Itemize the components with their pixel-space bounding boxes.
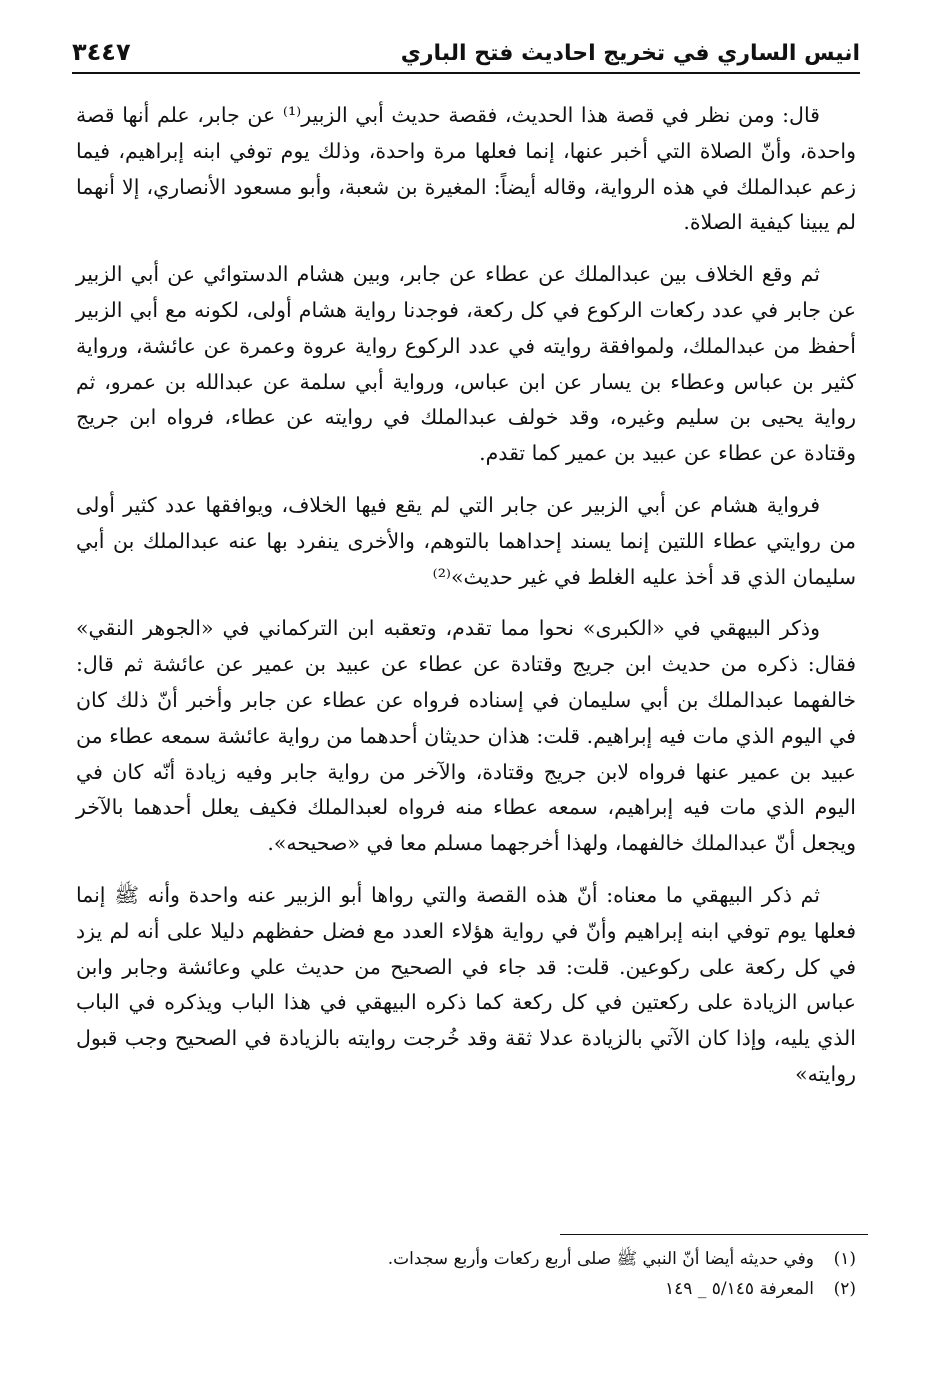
paragraph-1: قال: ومن نظر في قصة هذا الحديث، فقصة حديث أبي الزبير⁽¹⁾ عن جابر، علم أنها قصة واحدة، وأنّ الصلاة التي أخبر عنها، إنما فعلها مرة واحدة، وذلك يوم توفي ابنه إبراهيم، فيما زعم عبدالملك في هذه الرواية، وقاله أيضاً: المغيرة بن شعبة، وأبو مسعود الأنصاري، إلا أنهما لم يبينا كيفية الصلاة. xyxy=(76,103,856,235)
footnote-item xyxy=(76,1274,856,1304)
footnote-text: وفي حديثه أيضا أنّ النبي ﷺ صلى أربع ركعات وأربع سجدات. xyxy=(387,1249,814,1269)
footnotes xyxy=(76,1244,856,1304)
paragraph-2: ثم وقع الخلاف بين عبدالملك عن عطاء عن جابر، وبين هشام الدستوائي عن أبي الزبير عن جابر في عدد ركعات الركوع في كل ركعة، فوجدنا رواية هشام أولى، لكونه مع أبي الزبير أحفظ من عبدالملك، ولموافقة روايته في عدد الركوع رواية عروة وعمرة عن عائشة، ورواية كثير بن عباس وعطاء بن يسار عن ابن عباس، ورواية أبي سلمة عن عبدالله بن عمرو، ثم رواية يحيى بن سليم وغيره، وقد خولف عبدالملك في روايته عن عطاء، فرواه ابن جريج وقتادة عن عطاء عن عبيد بن عمير كما تقدم. xyxy=(76,262,856,466)
footnote-text: المعرفة ٥/١٤٥ _ ١٤٩ xyxy=(665,1279,814,1299)
footnote-item xyxy=(76,1244,856,1274)
page-header xyxy=(72,30,860,74)
running-title: انيس الساري في تخريج احاديث فتح الباري xyxy=(400,41,860,66)
main-text xyxy=(76,98,856,1109)
paragraph-4: وذكر البيهقي في «الكبرى» نحوا مما تقدم، وتعقبه ابن التركماني في «الجوهر النقي» فقال: ذكره من حديث ابن جريج وقتادة عن عطاء عن عبيد بن عمير عن عائشة ثم قال: خالفهما عبدالملك بن أبي سليمان في إسناده فرواه عن عطاء عن جابر وأخبر أنّ ذلك كان في اليوم الذي مات فيه إبراهيم. قلت: هذان حديثان أحدهما من رواية عائشة سمعه عطاء من عبيد بن عمير عنها فرواه لابن جريج وقتادة، والآخر من رواية جابر وفيه زيادة أنّه كان في اليوم الذي مات فيه إبراهيم، سمعه عطاء منه فرواه لعبدالملك فكيف يعلل أحدهما بالآخر ويجعل أنّ عبدالملك خالفهما، ولهذا أخرجهما مسلم معا في «صحيحه». xyxy=(76,616,856,856)
paragraph-3: فرواية هشام عن أبي الزبير عن جابر التي لم يقع فيها الخلاف، ويوافقها عدد كثير أولى من روايتي عطاء اللتين إنما يسند إحداهما بالتوهم، والأخرى ينفرد بها عنه عبدالملك بن أبي سليمان الذي قد أخذ عليه الغلط في غير حديث»⁽²⁾ xyxy=(76,492,856,589)
footnote-number: (٢) xyxy=(833,1279,856,1299)
footnote-number: (١) xyxy=(833,1249,856,1269)
page-number: ٣٤٤٧ xyxy=(72,38,131,66)
footnote-divider xyxy=(560,1234,868,1235)
paragraph-5: ثم ذكر البيهقي ما معناه: أنّ هذه القصة والتي رواها أبو الزبير عنه واحدة وأنه ﷺ إنما فعلها يوم توفي ابنه إبراهيم وأنّ في رواية هؤلاء العدد مع فضل حفظهم دليلا على أنه لم يزد في كل ركعة على ركوعين. قلت: قد جاء في الصحيح من حديث علي وعائشة وجابر وابن عباس الزيادة على ركعتين في كل ركعة كما ذكره البيهقي في هذا الباب ويذكره في الباب الذي يليه، وإذا كان الآتي بالزيادة عدلا ثقة وقد خُرجت روايته بالزيادة في الصحيح وجب قبول روايته» xyxy=(76,882,856,1086)
